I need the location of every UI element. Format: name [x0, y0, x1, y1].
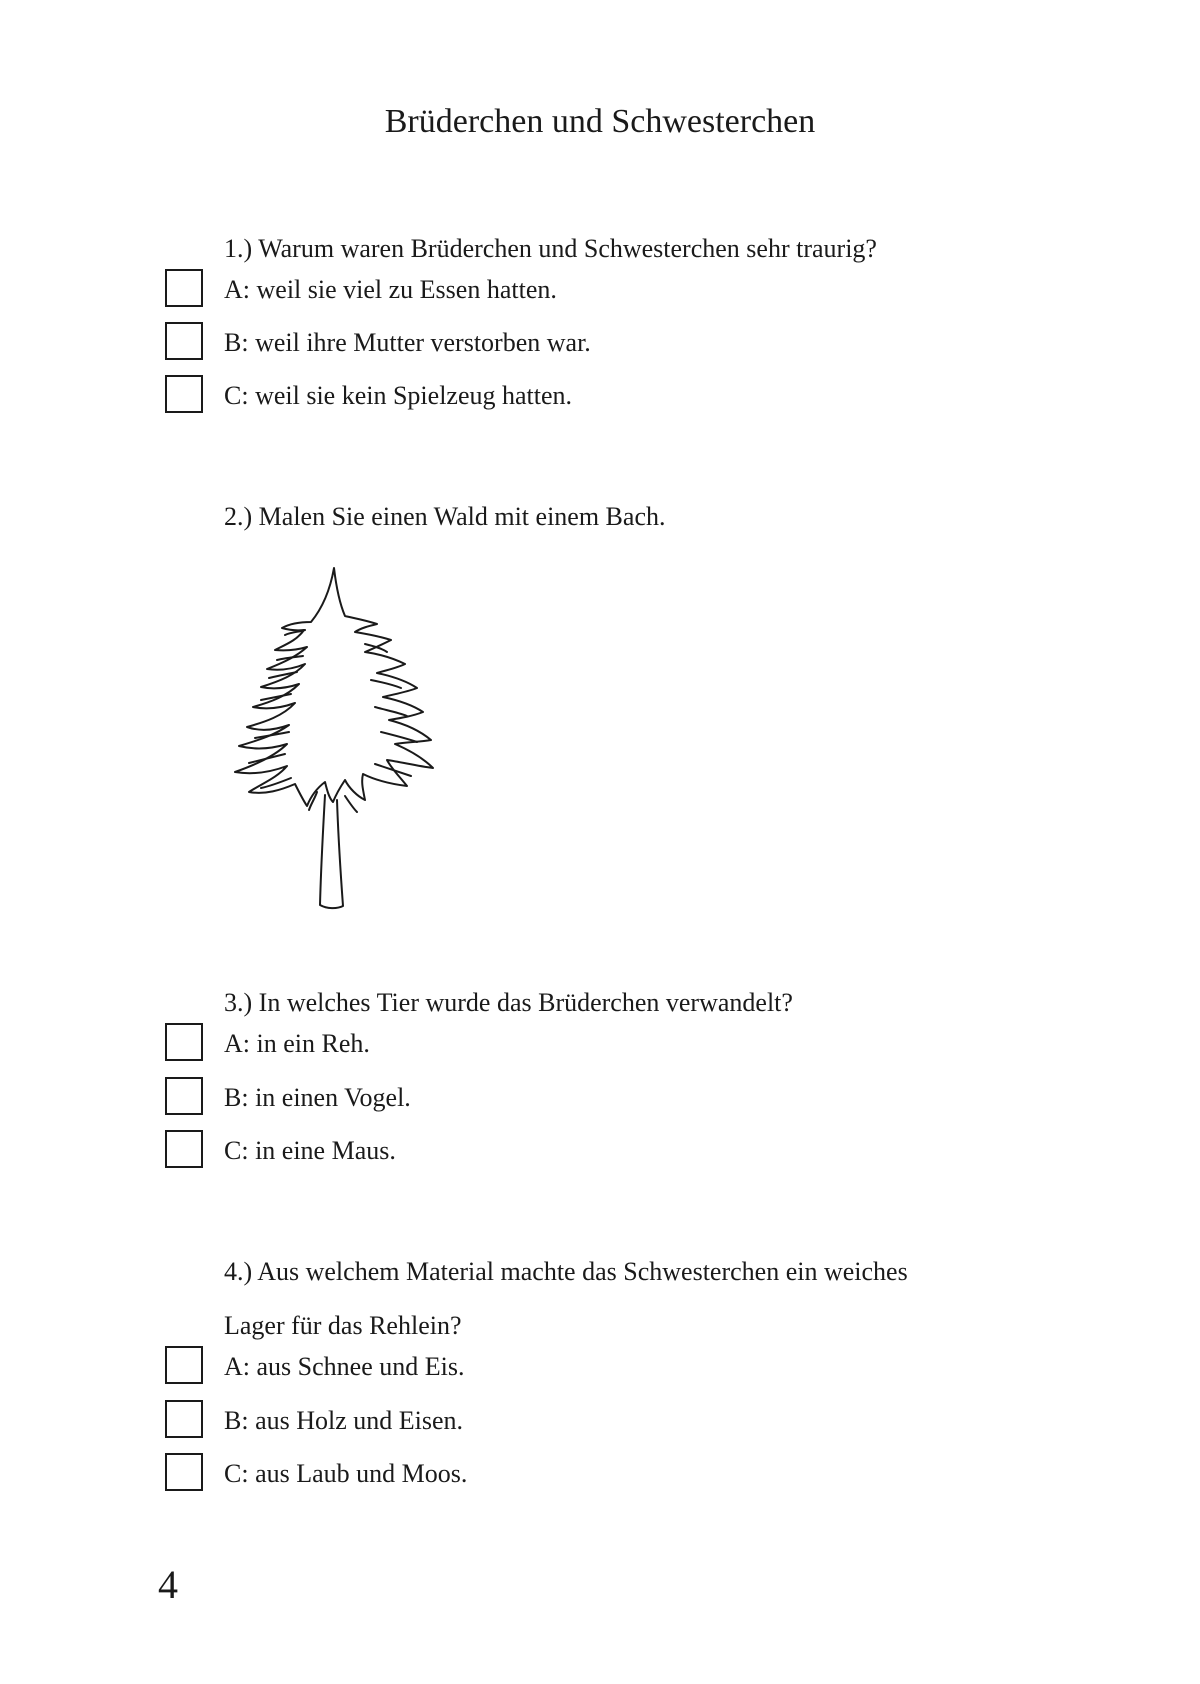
answer-text: A: weil sie viel zu Essen hatten.: [224, 275, 557, 304]
answer-option[interactable]: [0, 1400, 1200, 1444]
answer-text: B: aus Holz und Eisen.: [224, 1406, 464, 1435]
answer-checkbox[interactable]: [165, 1130, 203, 1168]
answer-option[interactable]: [0, 1130, 1200, 1174]
answer-option[interactable]: [0, 1346, 1200, 1390]
answer-checkbox[interactable]: [165, 1023, 203, 1061]
answer-option[interactable]: [0, 375, 1200, 419]
answer-checkbox[interactable]: [165, 1077, 203, 1115]
answer-option[interactable]: [0, 1077, 1200, 1121]
fir-tree-icon: [225, 560, 445, 915]
question-text: Lager für das Rehlein?: [224, 1311, 462, 1340]
answer-text: C: weil sie kein Spielzeug hatten.: [224, 381, 573, 410]
answer-checkbox[interactable]: [165, 1346, 203, 1384]
answer-text: A: in ein Reh.: [224, 1029, 370, 1058]
answer-text: B: weil ihre Mutter verstorben war.: [224, 328, 591, 357]
answer-option[interactable]: [0, 1023, 1200, 1067]
answer-text: B: in einen Vogel.: [224, 1083, 411, 1112]
answer-checkbox[interactable]: [165, 1453, 203, 1491]
answer-text: C: aus Laub und Moos.: [224, 1459, 468, 1488]
answer-checkbox[interactable]: [165, 322, 203, 360]
question-text: 2.) Malen Sie einen Wald mit einem Bach.: [224, 502, 666, 531]
answer-option[interactable]: [0, 322, 1200, 366]
answer-option[interactable]: [0, 269, 1200, 313]
question-text: 4.) Aus welchem Material machte das Schwesterchen ein weiches: [224, 1257, 908, 1286]
answer-option[interactable]: [0, 1453, 1200, 1497]
answer-text: C: in eine Maus.: [224, 1136, 396, 1165]
page-number: 4: [158, 1562, 178, 1607]
answer-checkbox[interactable]: [165, 269, 203, 307]
question-text: 1.) Warum waren Brüderchen und Schwesterchen sehr traurig?: [224, 234, 877, 263]
question-text: 3.) In welches Tier wurde das Brüderchen verwandelt?: [224, 988, 793, 1017]
answer-checkbox[interactable]: [165, 1400, 203, 1438]
answer-text: A: aus Schnee und Eis.: [224, 1352, 465, 1381]
answer-checkbox[interactable]: [165, 375, 203, 413]
page-title: Brüderchen und Schwesterchen: [384, 103, 816, 140]
